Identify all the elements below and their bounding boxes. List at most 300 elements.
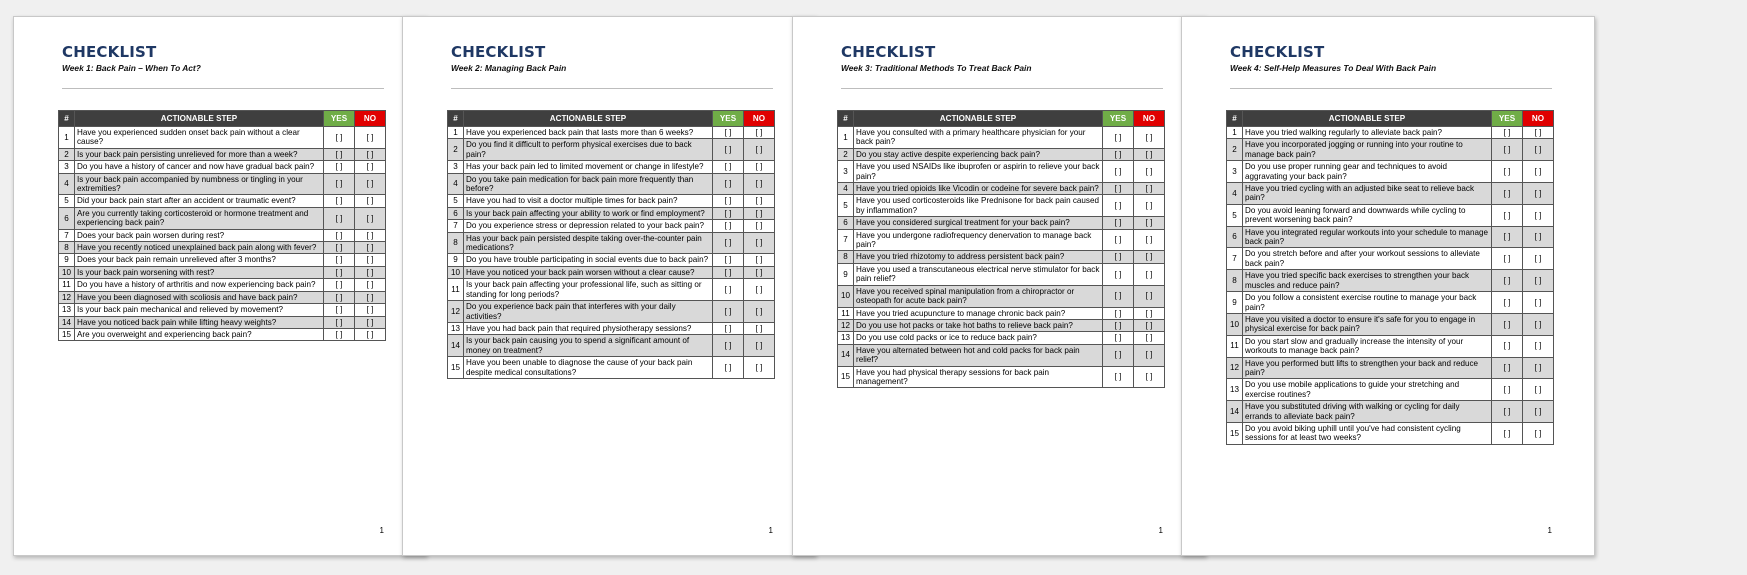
actionable-step-text: Have you consulted with a primary healthcare physician for your back pain?	[854, 127, 1103, 149]
actionable-step-text: Are you overweight and experiencing back pain?	[75, 328, 324, 340]
yes-checkbox[interactable]: [ ]	[324, 173, 355, 195]
header-yes: YES	[1492, 111, 1523, 127]
actionable-step-text: Have you tried opioids like Vicodin or codeine for severe back pain?	[854, 183, 1103, 195]
no-checkbox[interactable]: [ ]	[744, 173, 775, 195]
no-checkbox[interactable]: [ ]	[1134, 332, 1165, 344]
row-number: 10	[448, 266, 464, 278]
table-row	[59, 195, 386, 207]
yes-checkbox[interactable]: [ ]	[713, 301, 744, 323]
actionable-step-text: Do you experience stress or depression related to your back pain?	[464, 220, 713, 232]
page-title: CHECKLIST	[841, 43, 936, 61]
yes-checkbox[interactable]: [ ]	[324, 161, 355, 173]
table-row	[838, 285, 1165, 307]
row-number: 14	[838, 344, 854, 366]
no-checkbox[interactable]: [ ]	[355, 161, 386, 173]
no-checkbox[interactable]: [ ]	[355, 207, 386, 229]
table-row	[448, 127, 775, 139]
table-row	[59, 304, 386, 316]
no-checkbox[interactable]: [ ]	[744, 322, 775, 334]
no-checkbox[interactable]: [ ]	[1523, 313, 1554, 335]
row-number: 9	[59, 254, 75, 266]
no-checkbox[interactable]: [ ]	[1523, 204, 1554, 226]
no-checkbox[interactable]: [ ]	[1523, 183, 1554, 205]
yes-checkbox[interactable]: [ ]	[324, 127, 355, 149]
row-number: 15	[1227, 422, 1243, 444]
yes-checkbox[interactable]: [ ]	[1492, 270, 1523, 292]
no-checkbox[interactable]: [ ]	[744, 335, 775, 357]
table-row	[59, 148, 386, 160]
actionable-step-text: Have you been diagnosed with scoliosis and have back pain?	[75, 291, 324, 303]
no-checkbox[interactable]: [ ]	[1134, 195, 1165, 217]
header-number: #	[448, 111, 464, 127]
no-checkbox[interactable]: [ ]	[355, 254, 386, 266]
yes-checkbox[interactable]: [ ]	[713, 195, 744, 207]
no-checkbox[interactable]: [ ]	[1523, 357, 1554, 379]
row-number: 11	[838, 307, 854, 319]
table-header-row	[1227, 111, 1554, 127]
row-number: 12	[59, 291, 75, 303]
actionable-step-text: Do you have a history of cancer and now have gradual back pain?	[75, 161, 324, 173]
no-checkbox[interactable]: [ ]	[744, 195, 775, 207]
yes-checkbox[interactable]: [ ]	[713, 127, 744, 139]
yes-checkbox[interactable]: [ ]	[1103, 307, 1134, 319]
no-checkbox[interactable]: [ ]	[1134, 285, 1165, 307]
no-checkbox[interactable]: [ ]	[1523, 270, 1554, 292]
yes-checkbox[interactable]: [ ]	[1103, 344, 1134, 366]
row-number: 1	[1227, 127, 1243, 139]
row-number: 6	[1227, 226, 1243, 248]
table-row	[838, 183, 1165, 195]
actionable-step-text: Have you used corticosteroids like Prednisone for back pain caused by inflammation?	[854, 195, 1103, 217]
divider	[451, 88, 773, 89]
row-number: 10	[59, 266, 75, 278]
row-number: 6	[448, 207, 464, 219]
checklist-table	[58, 110, 386, 341]
actionable-step-text: Do you use cold packs or ice to reduce back pain?	[854, 332, 1103, 344]
table-row	[448, 173, 775, 195]
yes-checkbox[interactable]: [ ]	[324, 328, 355, 340]
table-row	[838, 195, 1165, 217]
row-number: 11	[448, 279, 464, 301]
yes-checkbox[interactable]: [ ]	[324, 304, 355, 316]
yes-checkbox[interactable]: [ ]	[713, 161, 744, 173]
actionable-step-text: Is your back pain worsening with rest?	[75, 266, 324, 278]
no-checkbox[interactable]: [ ]	[744, 279, 775, 301]
actionable-step-text: Do you start slow and gradually increase the intensity of your workouts to manage back pain?	[1243, 335, 1492, 357]
actionable-step-text: Does your back pain remain unrelieved after 3 months?	[75, 254, 324, 266]
no-checkbox[interactable]: [ ]	[744, 254, 775, 266]
yes-checkbox[interactable]: [ ]	[1492, 226, 1523, 248]
row-number: 14	[59, 316, 75, 328]
yes-checkbox[interactable]: [ ]	[713, 279, 744, 301]
yes-checkbox[interactable]: [ ]	[1492, 127, 1523, 139]
page-title: CHECKLIST	[62, 43, 157, 61]
divider	[841, 88, 1163, 89]
yes-checkbox[interactable]: [ ]	[713, 357, 744, 379]
yes-checkbox[interactable]: [ ]	[1103, 148, 1134, 160]
yes-checkbox[interactable]: [ ]	[713, 207, 744, 219]
actionable-step-text: Do you avoid biking uphill until you've had consistent cycling sessions for at least two weeks?	[1243, 422, 1492, 444]
table-row	[448, 232, 775, 254]
actionable-step-text: Do you take pain medication for back pain more frequently than before?	[464, 173, 713, 195]
table-row	[448, 301, 775, 323]
yes-checkbox[interactable]: [ ]	[713, 139, 744, 161]
no-checkbox[interactable]: [ ]	[1134, 307, 1165, 319]
table-row	[1227, 127, 1554, 139]
table-row	[1227, 313, 1554, 335]
page-subtitle: Week 3: Traditional Methods To Treat Back Pain	[841, 63, 1032, 73]
no-checkbox[interactable]: [ ]	[744, 127, 775, 139]
actionable-step-text: Have you experienced back pain that lasts more than 6 weeks?	[464, 127, 713, 139]
yes-checkbox[interactable]: [ ]	[713, 335, 744, 357]
actionable-step-text: Have you used NSAIDs like ibuprofen or aspirin to relieve your back pain?	[854, 161, 1103, 183]
yes-checkbox[interactable]: [ ]	[324, 266, 355, 278]
page-subtitle: Week 4: Self-Help Measures To Deal With Back Pain	[1230, 63, 1437, 73]
no-checkbox[interactable]: [ ]	[355, 316, 386, 328]
row-number: 13	[448, 322, 464, 334]
table-row	[838, 217, 1165, 229]
no-checkbox[interactable]: [ ]	[1134, 127, 1165, 149]
yes-checkbox[interactable]: [ ]	[1492, 183, 1523, 205]
table-row	[838, 307, 1165, 319]
header-number: #	[838, 111, 854, 127]
row-number: 12	[838, 319, 854, 331]
actionable-step-text: Have you recently noticed unexplained back pain along with fever?	[75, 242, 324, 254]
yes-checkbox[interactable]: [ ]	[1103, 161, 1134, 183]
row-number: 5	[1227, 204, 1243, 226]
no-checkbox[interactable]: [ ]	[744, 266, 775, 278]
actionable-step-text: Have you performed butt lifts to strengthen your back and reduce pain?	[1243, 357, 1492, 379]
actionable-step-text: Have you tried cycling with an adjusted bike seat to relieve back pain?	[1243, 183, 1492, 205]
table-row	[448, 266, 775, 278]
divider	[62, 88, 384, 89]
table-row	[838, 127, 1165, 149]
yes-checkbox[interactable]: [ ]	[324, 291, 355, 303]
table-row	[1227, 183, 1554, 205]
yes-checkbox[interactable]: [ ]	[1492, 422, 1523, 444]
actionable-step-text: Have you experienced sudden onset back pain without a clear cause?	[75, 127, 324, 149]
header-number: #	[1227, 111, 1243, 127]
header-actionable-step: ACTIONABLE STEP	[75, 111, 324, 127]
row-number: 6	[59, 207, 75, 229]
yes-checkbox[interactable]: [ ]	[1103, 285, 1134, 307]
actionable-step-text: Do you avoid leaning forward and downwards while cycling to prevent worsening back pain?	[1243, 204, 1492, 226]
table-row	[448, 139, 775, 161]
table-row	[1227, 401, 1554, 423]
no-checkbox[interactable]: [ ]	[744, 207, 775, 219]
table-row	[59, 266, 386, 278]
actionable-step-text: Do you follow a consistent exercise routine to manage your back pain?	[1243, 292, 1492, 314]
row-number: 12	[448, 301, 464, 323]
page-subtitle: Week 2: Managing Back Pain	[451, 63, 567, 73]
row-number: 11	[59, 279, 75, 291]
no-checkbox[interactable]: [ ]	[355, 195, 386, 207]
actionable-step-text: Is your back pain affecting your ability to work or find employment?	[464, 207, 713, 219]
actionable-step-text: Is your back pain causing you to spend a significant amount of money on treatment?	[464, 335, 713, 357]
yes-checkbox[interactable]: [ ]	[1103, 217, 1134, 229]
yes-checkbox[interactable]: [ ]	[324, 148, 355, 160]
actionable-step-text: Have you tried rhizotomy to address persistent back pain?	[854, 251, 1103, 263]
actionable-step-text: Have you integrated regular workouts into your schedule to manage back pain?	[1243, 226, 1492, 248]
row-number: 13	[838, 332, 854, 344]
actionable-step-text: Do you use proper running gear and techniques to avoid aggravating your back pain?	[1243, 161, 1492, 183]
row-number: 9	[1227, 292, 1243, 314]
table-row	[59, 207, 386, 229]
row-number: 4	[1227, 183, 1243, 205]
table-row	[448, 279, 775, 301]
yes-checkbox[interactable]: [ ]	[1103, 366, 1134, 388]
row-number: 8	[1227, 270, 1243, 292]
row-number: 8	[838, 251, 854, 263]
header-yes: YES	[713, 111, 744, 127]
page-number: 1	[379, 526, 384, 535]
row-number: 13	[1227, 379, 1243, 401]
yes-checkbox[interactable]: [ ]	[324, 207, 355, 229]
table-row	[838, 319, 1165, 331]
row-number: 4	[838, 183, 854, 195]
yes-checkbox[interactable]: [ ]	[1492, 313, 1523, 335]
table-row	[448, 254, 775, 266]
no-checkbox[interactable]: [ ]	[744, 301, 775, 323]
no-checkbox[interactable]: [ ]	[355, 229, 386, 241]
checklist-page	[1181, 16, 1595, 556]
table-row	[1227, 204, 1554, 226]
no-checkbox[interactable]: [ ]	[1134, 263, 1165, 285]
table-row	[448, 357, 775, 379]
no-checkbox[interactable]: [ ]	[1134, 183, 1165, 195]
actionable-step-text: Do you have trouble participating in social events due to back pain?	[464, 254, 713, 266]
no-checkbox[interactable]: [ ]	[355, 127, 386, 149]
no-checkbox[interactable]: [ ]	[1523, 161, 1554, 183]
yes-checkbox[interactable]: [ ]	[1492, 357, 1523, 379]
actionable-step-text: Do you stretch before and after your workout sessions to alleviate back pain?	[1243, 248, 1492, 270]
yes-checkbox[interactable]: [ ]	[1492, 292, 1523, 314]
checklist-table	[447, 110, 775, 379]
row-number: 4	[59, 173, 75, 195]
table-row	[1227, 422, 1554, 444]
yes-checkbox[interactable]: [ ]	[713, 220, 744, 232]
table-row	[448, 322, 775, 334]
yes-checkbox[interactable]: [ ]	[324, 254, 355, 266]
row-number: 3	[59, 161, 75, 173]
table-row	[838, 229, 1165, 251]
no-checkbox[interactable]: [ ]	[1523, 226, 1554, 248]
row-number: 7	[1227, 248, 1243, 270]
table-row	[59, 328, 386, 340]
no-checkbox[interactable]: [ ]	[1134, 229, 1165, 251]
yes-checkbox[interactable]: [ ]	[1103, 251, 1134, 263]
page-title: CHECKLIST	[451, 43, 546, 61]
actionable-step-text: Did your back pain start after an accident or traumatic event?	[75, 195, 324, 207]
row-number: 9	[448, 254, 464, 266]
yes-checkbox[interactable]: [ ]	[1103, 263, 1134, 285]
checklist-table	[1226, 110, 1554, 445]
row-number: 12	[1227, 357, 1243, 379]
actionable-step-text: Have you had back pain that required physiotherapy sessions?	[464, 322, 713, 334]
no-checkbox[interactable]: [ ]	[744, 357, 775, 379]
table-row	[59, 161, 386, 173]
checklist-page	[402, 16, 816, 556]
row-number: 8	[448, 232, 464, 254]
table-row	[1227, 139, 1554, 161]
actionable-step-text: Have you had physical therapy sessions for back pain management?	[854, 366, 1103, 388]
actionable-step-text: Does your back pain worsen during rest?	[75, 229, 324, 241]
no-checkbox[interactable]: [ ]	[1134, 319, 1165, 331]
yes-checkbox[interactable]: [ ]	[1103, 319, 1134, 331]
actionable-step-text: Have you noticed back pain while lifting heavy weights?	[75, 316, 324, 328]
yes-checkbox[interactable]: [ ]	[1492, 161, 1523, 183]
no-checkbox[interactable]: [ ]	[1134, 366, 1165, 388]
row-number: 7	[448, 220, 464, 232]
yes-checkbox[interactable]: [ ]	[713, 266, 744, 278]
row-number: 15	[59, 328, 75, 340]
yes-checkbox[interactable]: [ ]	[324, 279, 355, 291]
no-checkbox[interactable]: [ ]	[355, 328, 386, 340]
header-no: NO	[355, 111, 386, 127]
yes-checkbox[interactable]: [ ]	[1492, 139, 1523, 161]
no-checkbox[interactable]: [ ]	[355, 266, 386, 278]
no-checkbox[interactable]: [ ]	[1134, 251, 1165, 263]
no-checkbox[interactable]: [ ]	[1523, 248, 1554, 270]
yes-checkbox[interactable]: [ ]	[713, 254, 744, 266]
row-number: 1	[448, 127, 464, 139]
actionable-step-text: Have you visited a doctor to ensure it's safe for you to engage in physical exercise for back pain?	[1243, 313, 1492, 335]
no-checkbox[interactable]: [ ]	[1134, 148, 1165, 160]
actionable-step-text: Do you have a history of arthritis and now experiencing back pain?	[75, 279, 324, 291]
no-checkbox[interactable]: [ ]	[1523, 335, 1554, 357]
page-number: 1	[768, 526, 773, 535]
divider	[1230, 88, 1552, 89]
no-checkbox[interactable]: [ ]	[1134, 161, 1165, 183]
row-number: 11	[1227, 335, 1243, 357]
no-checkbox[interactable]: [ ]	[355, 242, 386, 254]
actionable-step-text: Has your back pain led to limited movement or change in lifestyle?	[464, 161, 713, 173]
yes-checkbox[interactable]: [ ]	[1492, 204, 1523, 226]
actionable-step-text: Is your back pain mechanical and relieved by movement?	[75, 304, 324, 316]
yes-checkbox[interactable]: [ ]	[324, 195, 355, 207]
actionable-step-text: Do you use mobile applications to guide your stretching and exercise routines?	[1243, 379, 1492, 401]
table-row	[59, 291, 386, 303]
actionable-step-text: Do you stay active despite experiencing back pain?	[854, 148, 1103, 160]
yes-checkbox[interactable]: [ ]	[1492, 401, 1523, 423]
actionable-step-text: Is your back pain accompanied by numbness or tingling in your extremities?	[75, 173, 324, 195]
row-number: 1	[59, 127, 75, 149]
no-checkbox[interactable]: [ ]	[744, 139, 775, 161]
checklist-table	[837, 110, 1165, 388]
no-checkbox[interactable]: [ ]	[355, 279, 386, 291]
checklist-page	[792, 16, 1206, 556]
actionable-step-text: Have you substituted driving with walking or cycling for daily errands to alleviate back pain?	[1243, 401, 1492, 423]
actionable-step-text: Have you tried specific back exercises to strengthen your back muscles and reduce pain?	[1243, 270, 1492, 292]
row-number: 13	[59, 304, 75, 316]
actionable-step-text: Have you incorporated jogging or running into your routine to manage back pain?	[1243, 139, 1492, 161]
no-checkbox[interactable]: [ ]	[744, 161, 775, 173]
no-checkbox[interactable]: [ ]	[1523, 401, 1554, 423]
row-number: 2	[448, 139, 464, 161]
row-number: 14	[1227, 401, 1243, 423]
yes-checkbox[interactable]: [ ]	[324, 242, 355, 254]
actionable-step-text: Have you tried walking regularly to alleviate back pain?	[1243, 127, 1492, 139]
row-number: 5	[838, 195, 854, 217]
row-number: 8	[59, 242, 75, 254]
table-row	[1227, 248, 1554, 270]
yes-checkbox[interactable]: [ ]	[713, 232, 744, 254]
no-checkbox[interactable]: [ ]	[1134, 217, 1165, 229]
row-number: 4	[448, 173, 464, 195]
table-row	[59, 316, 386, 328]
table-row	[1227, 292, 1554, 314]
no-checkbox[interactable]: [ ]	[355, 291, 386, 303]
table-row	[838, 263, 1165, 285]
no-checkbox[interactable]: [ ]	[355, 148, 386, 160]
row-number: 10	[1227, 313, 1243, 335]
header-no: NO	[1134, 111, 1165, 127]
yes-checkbox[interactable]: [ ]	[1103, 332, 1134, 344]
table-row	[1227, 226, 1554, 248]
table-row	[448, 207, 775, 219]
row-number: 3	[1227, 161, 1243, 183]
no-checkbox[interactable]: [ ]	[1523, 139, 1554, 161]
no-checkbox[interactable]: [ ]	[1523, 127, 1554, 139]
table-row	[59, 127, 386, 149]
header-actionable-step: ACTIONABLE STEP	[1243, 111, 1492, 127]
actionable-step-text: Have you received spinal manipulation from a chiropractor or osteopath for acute back pain?	[854, 285, 1103, 307]
table-row	[1227, 357, 1554, 379]
actionable-step-text: Have you alternated between hot and cold packs for back pain relief?	[854, 344, 1103, 366]
no-checkbox[interactable]: [ ]	[355, 173, 386, 195]
yes-checkbox[interactable]: [ ]	[1103, 127, 1134, 149]
actionable-step-text: Do you use hot packs or take hot baths to relieve back pain?	[854, 319, 1103, 331]
actionable-step-text: Has your back pain persisted despite taking over-the-counter pain medications?	[464, 232, 713, 254]
row-number: 3	[448, 161, 464, 173]
actionable-step-text: Have you undergone radiofrequency denervation to manage back pain?	[854, 229, 1103, 251]
row-number: 7	[838, 229, 854, 251]
no-checkbox[interactable]: [ ]	[1523, 379, 1554, 401]
checklist-page	[13, 16, 427, 556]
row-number: 2	[59, 148, 75, 160]
yes-checkbox[interactable]: [ ]	[324, 316, 355, 328]
yes-checkbox[interactable]: [ ]	[1492, 379, 1523, 401]
yes-checkbox[interactable]: [ ]	[324, 229, 355, 241]
no-checkbox[interactable]: [ ]	[1523, 422, 1554, 444]
no-checkbox[interactable]: [ ]	[744, 220, 775, 232]
yes-checkbox[interactable]: [ ]	[713, 173, 744, 195]
yes-checkbox[interactable]: [ ]	[1492, 335, 1523, 357]
table-row	[1227, 335, 1554, 357]
actionable-step-text: Do you find it difficult to perform physical exercises due to back pain?	[464, 139, 713, 161]
page-number: 1	[1547, 526, 1552, 535]
actionable-step-text: Have you been unable to diagnose the cause of your back pain despite medical consultations?	[464, 357, 713, 379]
table-row	[59, 254, 386, 266]
yes-checkbox[interactable]: [ ]	[1103, 229, 1134, 251]
table-row	[448, 335, 775, 357]
table-row	[448, 220, 775, 232]
table-row	[59, 242, 386, 254]
no-checkbox[interactable]: [ ]	[1134, 344, 1165, 366]
yes-checkbox[interactable]: [ ]	[713, 322, 744, 334]
no-checkbox[interactable]: [ ]	[355, 304, 386, 316]
actionable-step-text: Have you used a transcutaneous electrical nerve stimulator for back pain relief?	[854, 263, 1103, 285]
no-checkbox[interactable]: [ ]	[744, 232, 775, 254]
table-header-row	[448, 111, 775, 127]
actionable-step-text: Have you noticed your back pain worsen without a clear cause?	[464, 266, 713, 278]
yes-checkbox[interactable]: [ ]	[1103, 195, 1134, 217]
no-checkbox[interactable]: [ ]	[1523, 292, 1554, 314]
table-row	[838, 332, 1165, 344]
yes-checkbox[interactable]: [ ]	[1103, 183, 1134, 195]
yes-checkbox[interactable]: [ ]	[1492, 248, 1523, 270]
table-row	[448, 161, 775, 173]
